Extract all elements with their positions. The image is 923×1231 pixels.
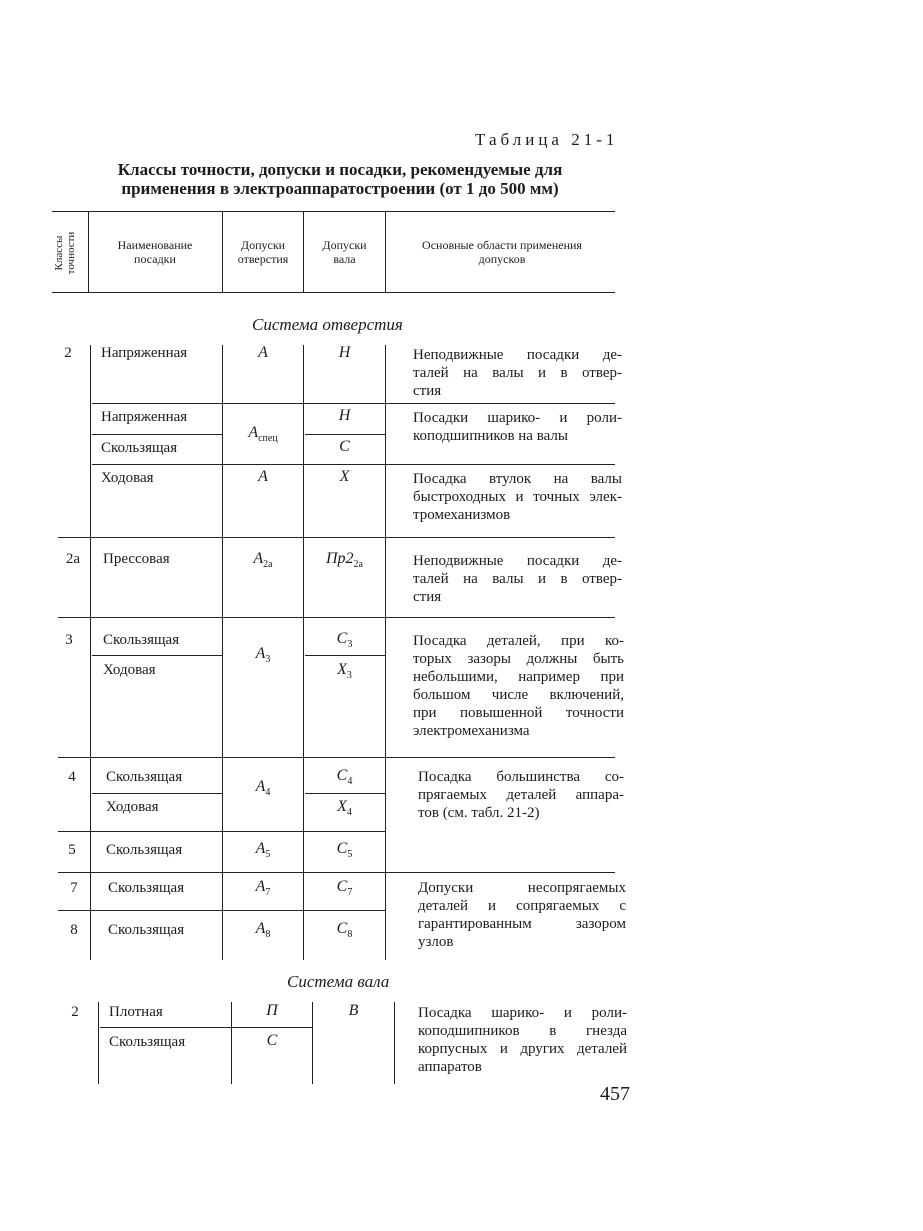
symbol-base: C xyxy=(336,767,348,784)
section-hole-system: Система отверстия xyxy=(252,315,403,334)
header-class xyxy=(53,217,81,289)
shaft-tolerance-cell xyxy=(305,630,384,650)
shaft-tolerance-cell: H xyxy=(338,407,351,424)
application-line: тромеханизмов xyxy=(413,507,511,523)
fit-cell: Скользящая xyxy=(109,1034,186,1050)
application-line: Неподвижные посадки де- xyxy=(413,553,622,569)
class-cell: 7 xyxy=(70,880,78,896)
header-fit-line-1: Наименование xyxy=(117,238,193,252)
header-divider xyxy=(222,212,223,292)
application-cell xyxy=(418,1004,627,1076)
application-cell xyxy=(413,552,622,606)
application-line: Неподвижные посадки де- xyxy=(413,347,622,363)
application-line: талей на валы и в отвер- xyxy=(413,571,622,587)
col-divider xyxy=(98,1002,99,1084)
class-cell: 2 xyxy=(64,345,72,361)
symbol-subscript: 5 xyxy=(265,849,271,861)
row-rule xyxy=(92,403,615,404)
table-title-line-1: Классы точности, допуски и посадки, рекомендуемые для xyxy=(117,160,563,179)
application-line: Посадка деталей, при ко- xyxy=(413,633,624,649)
shaft-tolerance-cell xyxy=(305,878,384,898)
header-class-line-1: Классы xyxy=(53,235,65,271)
application-line: торых зазоры должны быть xyxy=(413,651,624,667)
application-line: Посадка шарико- и роли- xyxy=(418,1005,627,1021)
page-number: 457 xyxy=(600,1083,630,1105)
application-line: узлов xyxy=(418,934,454,950)
application-cell xyxy=(413,470,622,524)
symbol-subscript: 2а xyxy=(263,559,273,571)
row-rule xyxy=(305,434,385,435)
row-rule xyxy=(305,793,385,794)
symbol-base: C xyxy=(336,920,348,937)
row-rule xyxy=(58,757,615,758)
symbol-base: C xyxy=(336,878,348,895)
header-shaft-line-2: вала xyxy=(333,252,356,266)
fit-cell: Ходовая xyxy=(101,470,154,486)
shaft-tolerance-cell xyxy=(305,661,384,681)
hole-tolerance-cell xyxy=(224,920,302,940)
class-cell: 8 xyxy=(70,922,78,938)
application-line: корпусных и других деталей xyxy=(418,1041,627,1057)
application-cell xyxy=(413,346,622,400)
header-fit-line-2: посадки xyxy=(134,252,176,266)
section-shaft-system: Система вала xyxy=(287,972,390,991)
row-rule xyxy=(58,831,385,832)
hole-tolerance-cell: П xyxy=(266,1002,278,1019)
symbol-base: A xyxy=(253,550,264,567)
symbol-subscript: 4 xyxy=(265,787,271,799)
header-hole-line-1: Допуски xyxy=(240,238,286,252)
class-cell: 5 xyxy=(68,842,76,858)
table-title-line-2: применения в электроаппаратостроении (от 1 до 500 мм) xyxy=(121,179,559,198)
shaft-tolerance-cell xyxy=(305,840,384,860)
application-cell xyxy=(413,409,622,445)
application-line: стия xyxy=(413,383,442,399)
symbol-subscript: 4 xyxy=(346,807,352,819)
shaft-tolerance-cell: C xyxy=(339,438,350,455)
shaft-tolerance-cell xyxy=(305,798,384,818)
col-divider xyxy=(90,345,91,960)
application-line: коподшипников на валы xyxy=(413,428,568,444)
col-divider xyxy=(394,1002,395,1084)
application-line: гарантированным зазором xyxy=(418,916,626,932)
hole-tolerance-cell xyxy=(224,840,302,860)
application-line: тов (см. табл. 21-2) xyxy=(418,805,540,821)
symbol-base: C xyxy=(336,840,348,857)
shaft-tolerance-cell: H xyxy=(338,344,351,361)
shaft-tolerance-cell xyxy=(305,920,384,940)
application-line: при повышенной точности xyxy=(413,705,624,721)
application-line: быстроходных и точных элек- xyxy=(413,489,622,505)
col-divider xyxy=(385,345,386,960)
symbol-subscript: 3 xyxy=(347,639,353,651)
application-line: талей на валы и в отвер- xyxy=(413,365,622,381)
row-rule xyxy=(92,793,222,794)
hole-tolerance-cell: C xyxy=(266,1032,278,1049)
row-rule xyxy=(58,537,615,538)
symbol-base: X xyxy=(337,661,347,678)
header-shaft-line-1: Допуски xyxy=(322,238,367,252)
row-rule xyxy=(92,464,615,465)
fit-cell: Ходовая xyxy=(106,799,159,815)
col-divider xyxy=(303,345,304,960)
header-class-line-2: точности xyxy=(65,231,77,275)
symbol-subscript: спец xyxy=(258,433,278,445)
application-line: большом числе включений, xyxy=(413,687,624,703)
header-top-rule xyxy=(52,211,615,212)
symbol-subscript: 4 xyxy=(347,776,353,788)
hole-tolerance-cell: A xyxy=(258,344,268,361)
application-line: Посадка большинства со- xyxy=(418,769,624,785)
row-rule xyxy=(58,872,615,873)
fit-cell: Ходовая xyxy=(103,662,156,678)
application-line: стия xyxy=(413,589,442,605)
table-title xyxy=(60,160,620,198)
shaft-tolerance-cell: X xyxy=(339,468,350,485)
symbol-base: C xyxy=(336,630,348,647)
symbol-subscript: 7 xyxy=(347,887,353,899)
fit-cell: Скользящая xyxy=(108,922,185,938)
application-line: аппаратов xyxy=(418,1059,482,1075)
fit-cell: Скользящая xyxy=(103,632,180,648)
symbol-base: A xyxy=(248,424,259,441)
application-line: прягаемых деталей аппара- xyxy=(418,787,624,803)
row-rule xyxy=(58,617,615,618)
symbol-base: A xyxy=(255,878,266,895)
header-application xyxy=(388,238,616,266)
row-rule xyxy=(58,910,385,911)
row-rule xyxy=(100,1027,312,1028)
symbol-subscript: 5 xyxy=(347,849,353,861)
symbol-base: Пр2 xyxy=(325,550,354,567)
col-divider xyxy=(312,1002,313,1084)
symbol-base: A xyxy=(255,778,266,795)
shaft-tolerance-cell: B xyxy=(348,1002,359,1019)
application-line: коподшипников в гнезда xyxy=(418,1023,627,1039)
row-rule xyxy=(92,434,222,435)
application-line: небольшими, например при xyxy=(413,669,624,685)
header-app-line-2: допусков xyxy=(478,252,526,266)
application-line: Посадки шарико- и роли- xyxy=(413,410,622,426)
col-divider xyxy=(222,345,223,960)
header-fit-name xyxy=(90,238,220,266)
row-rule xyxy=(305,655,385,656)
hole-tolerance-cell: A xyxy=(258,468,268,485)
symbol-base: X xyxy=(337,798,347,815)
application-cell xyxy=(418,768,624,822)
fit-cell: Скользящая xyxy=(101,440,178,456)
symbol-subscript: 3 xyxy=(346,670,352,682)
col-divider xyxy=(231,1002,232,1084)
application-cell xyxy=(413,632,624,740)
class-cell: 2 xyxy=(71,1004,79,1020)
header-hole-line-2: отверстия xyxy=(237,252,289,266)
symbol-subscript: 2а xyxy=(353,559,363,571)
application-line: электромеханизма xyxy=(413,723,530,739)
header-divider xyxy=(303,212,304,292)
symbol-base: A xyxy=(255,840,266,857)
application-cell xyxy=(418,879,626,951)
class-cell: 2а xyxy=(65,551,81,567)
class-cell: 3 xyxy=(65,632,73,648)
fit-cell: Скользящая xyxy=(106,842,183,858)
header-divider xyxy=(385,212,386,292)
header-hole-tolerance xyxy=(224,238,302,266)
fit-cell: Скользящая xyxy=(108,880,185,896)
symbol-subscript: 8 xyxy=(265,929,271,941)
hole-tolerance-cell xyxy=(224,550,302,570)
application-line: деталей и сопрягаемых с xyxy=(418,898,626,914)
shaft-tolerance-cell xyxy=(305,767,384,787)
symbol-base: A xyxy=(255,920,266,937)
hole-tolerance-cell xyxy=(224,778,302,798)
symbol-subscript: 8 xyxy=(347,929,353,941)
class-cell: 4 xyxy=(68,769,76,785)
application-line: Посадка втулок на валы xyxy=(413,471,622,487)
hole-tolerance-cell xyxy=(224,424,302,444)
header-shaft-tolerance xyxy=(305,238,384,266)
shaft-tolerance-cell xyxy=(305,550,384,570)
symbol-subscript: 7 xyxy=(265,887,271,899)
header-app-line-1: Основные области применения xyxy=(422,238,582,252)
header-bottom-rule xyxy=(52,292,615,293)
row-rule xyxy=(92,655,222,656)
hole-tolerance-cell xyxy=(224,645,302,665)
symbol-base: A xyxy=(255,645,266,662)
table-caption: Таблица 21-1 xyxy=(475,130,619,149)
fit-cell: Скользящая xyxy=(106,769,183,785)
hole-tolerance-cell xyxy=(224,878,302,898)
fit-cell: Напряженная xyxy=(101,345,188,361)
symbol-subscript: 3 xyxy=(265,654,271,666)
application-line: Допуски несопрягаемых xyxy=(418,880,626,896)
fit-cell: Напряженная xyxy=(101,409,188,425)
header-divider xyxy=(88,212,89,292)
fit-cell: Плотная xyxy=(109,1004,163,1020)
fit-cell: Прессовая xyxy=(103,551,170,567)
